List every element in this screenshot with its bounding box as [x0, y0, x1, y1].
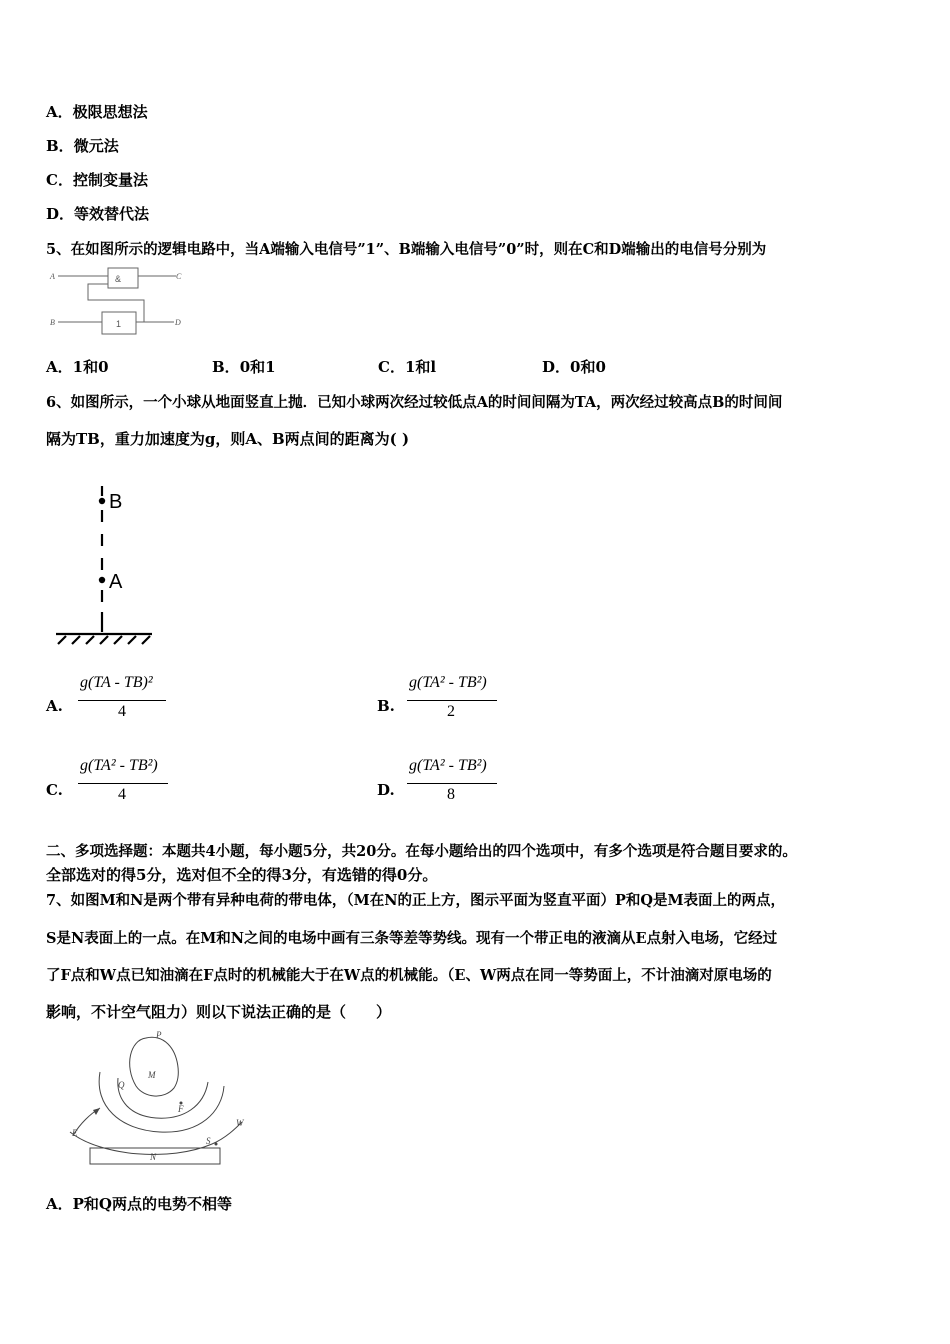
q5-logic-circuit-figure	[48, 266, 188, 342]
q6-stem-line1: 6、如图所示，一个小球从地面竖直上抛．已知小球两次经过较低点A的时间间隔为TA，两次经过较高点B的时间间	[46, 394, 783, 411]
svg-text:C: C	[176, 272, 182, 281]
q7-stem-line2: S是N表面上的一点。在M和N之间的电场中画有三条等差等势线。现有一个带正电的液滴从E点射入电场，它经过	[46, 930, 778, 947]
equipotential-line-3	[70, 1122, 242, 1154]
q6-option-c-label: C.	[46, 781, 63, 799]
body-m-outline	[130, 1037, 179, 1096]
point-b-label: B	[109, 491, 123, 513]
q6-option-c-numerator: g(TA² - TB²)	[80, 757, 158, 774]
section2-line1: 二、多项选择题：本题共4小题，每小题5分，共20分。在每小题给出的四个选项中，有多个选项是符合题目要求的。	[46, 843, 797, 860]
svg-text:M: M	[148, 1070, 156, 1080]
q7-stem-line3: 了F点和W点已知油滴在F点时的机械能大于在W点的机械能。（E、W两点在同一等势面上，不计油滴对原电场的	[46, 967, 772, 984]
svg-text:Q: Q	[118, 1080, 125, 1090]
svg-text:N: N	[150, 1152, 157, 1162]
q6-option-a-numerator: g(TA - TB)²	[80, 674, 153, 691]
svg-text:W: W	[236, 1118, 244, 1128]
point-a-dot	[99, 577, 105, 583]
q6-option-b-numerator: g(TA² - TB²)	[409, 674, 487, 691]
q5-stem: 5、在如图所示的逻辑电路中，当A端输入电信号”1”、B端输入电信号”0”时，则在C和D端输出的电信号分别为	[46, 241, 767, 258]
q5-option-b: B．0和1	[212, 358, 276, 376]
q5-option-d: D．0和0	[542, 358, 606, 376]
q6-option-a-label: A.	[46, 697, 63, 715]
trajectory-arrow	[93, 1108, 100, 1115]
equipotential-line-1	[118, 1078, 208, 1118]
point-b-dot	[99, 498, 105, 504]
q5-option-a: A．1和0	[46, 358, 109, 376]
q6-option-d-numerator: g(TA² - TB²)	[409, 757, 487, 774]
not-gate-symbol: 1	[116, 319, 122, 329]
q6-option-a-fraction: g(TA - TB)² 4	[78, 674, 168, 726]
q5-option-c: C．1和l	[378, 358, 437, 376]
section2-line2: 全部选对的得5分，选对但不全的得3分，有选错的得0分。	[46, 866, 438, 884]
prev-option-d: D．等效替代法	[46, 205, 150, 223]
point-s-dot	[215, 1143, 218, 1146]
q6-option-d-label: D.	[377, 781, 395, 799]
svg-text:B: B	[50, 318, 55, 327]
q7-stem-line4: 影响，不计空气阻力）则以下说法正确的是（ ）	[46, 1003, 392, 1021]
q6-option-d-fraction: g(TA² - TB²) 8	[407, 757, 499, 809]
prev-option-b: B．微元法	[46, 137, 119, 155]
svg-text:S: S	[206, 1136, 211, 1146]
svg-text:A: A	[50, 272, 55, 281]
q7-stem-line1: 7、如图M和N是两个带有异种电荷的带电体，（M在N的正上方，图示平面为竖直平面）P和Q是M表面上的两点，	[46, 892, 786, 909]
prev-option-c: C．控制变量法	[46, 171, 148, 189]
q7-electric-field-figure	[60, 1026, 260, 1170]
svg-text:P: P	[156, 1030, 162, 1040]
q6-option-b-fraction: g(TA² - TB²) 2	[407, 674, 499, 726]
q6-stem-line2: 隔为TB，重力加速度为g，则A、B两点间的距离为( )	[46, 430, 410, 448]
prev-option-a: A．极限思想法	[46, 103, 148, 121]
q6-option-c-fraction: g(TA² - TB²) 4	[78, 757, 170, 809]
svg-text:D: D	[175, 318, 181, 327]
point-a-label: A	[109, 571, 123, 593]
q6-vertical-throw-figure	[52, 478, 162, 650]
q6-option-b-label: B.	[377, 697, 395, 715]
q7-option-a: A．P和Q两点的电势不相等	[46, 1195, 232, 1213]
and-gate-symbol: &	[115, 274, 122, 284]
svg-text:F: F	[178, 1104, 184, 1114]
svg-text:E: E	[72, 1128, 78, 1138]
